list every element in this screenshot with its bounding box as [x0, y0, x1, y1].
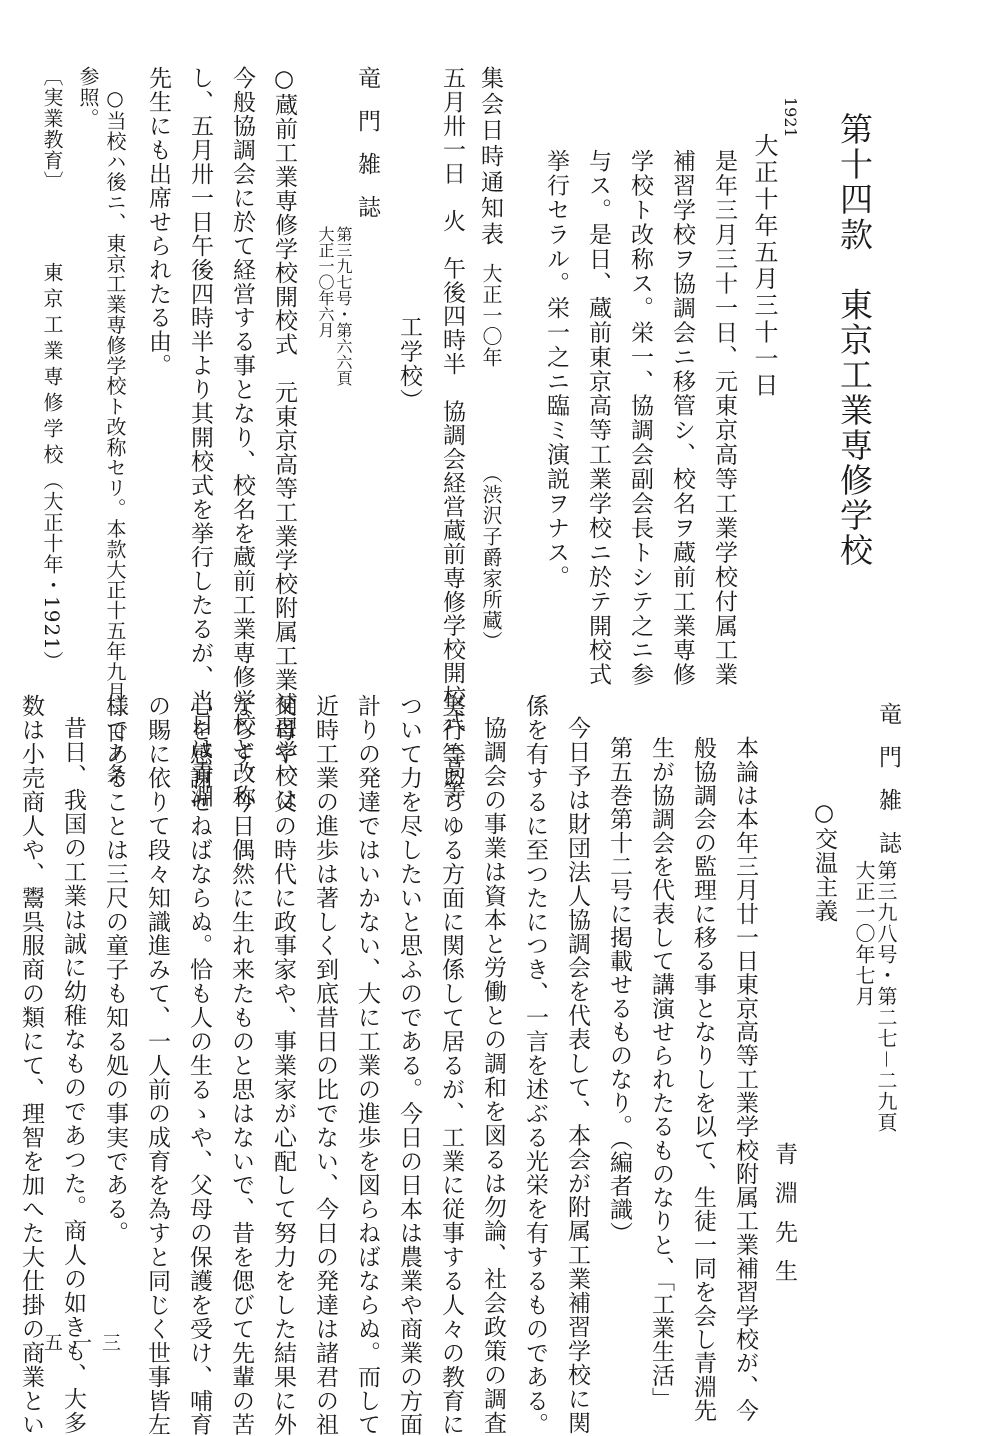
article-line-2: 今般協調会に於て経営する事となり、校名を蔵前工業専修学校と改称 [229, 66, 255, 809]
body-line-4: 実行等あらゆる方面に関係して居るが、工業に従事する人々の教育に [438, 694, 464, 1436]
article-line-3: し、五月卅一日午後四時半より其開校式を挙行したるが、当日は青淵 [187, 66, 213, 809]
paragraph-line-3: 学校ト改称ス。栄一、協調会副会長トシテ之ニ参 [627, 149, 653, 687]
body-line-10: 心を感謝せねばならぬ。恰も人の生るゝや、父母の保護を受け、哺育 [186, 694, 212, 1436]
body-line-7: 近時工業の進歩は著しく到底昔日の比でない、今日の発達は諸君の祖 [312, 694, 338, 1436]
body-line-8: 父母や、父の時代に政事家や、事業家が心配して努力をした結果に外 [270, 694, 296, 1436]
body-line-2: 係を有するに至つたにつき、一言を述ぶる光栄を有するものである。 [522, 694, 548, 1436]
body-line-3: 協調会の事業は資本と労働との調和を図るは勿論、社会政策の調査 [480, 716, 506, 1435]
footer-school: 東京工業専修学校 [40, 262, 64, 470]
magazine-issue-date: 大正一〇年六月 [316, 226, 335, 338]
visible-su: 数は小売商人や、鬻呉服商の類にて、理智を加へた大仕掛の商業とい [18, 694, 44, 1436]
notice-entry: 五月卅一日 火 午後四時半 協調会経営蔵前専修学校開校式（高等 [439, 66, 465, 804]
paragraph-line-2: 補習学校ヲ協調会ニ移管シ、校名ヲ蔵前工業専修 [669, 149, 695, 687]
body-line-6: 計りの発達ではいかない、大に工業の進歩を図らねばならぬ。而して [354, 694, 380, 1436]
bottom-issue-date: 大正一〇年七月 [852, 860, 876, 1007]
author-name: 青淵先生 [771, 1142, 797, 1298]
visible-sama: 様であることは三尺の童子も知る処の事実である。 [102, 694, 128, 1245]
intro-line-3: 生が協調会を代表して講演せられたるものなりと、「工業生活」 [648, 736, 674, 1411]
footer-year: （大正十年・1921） [40, 470, 64, 672]
magazine-issue-number: 第三九七号・第六六頁 [334, 226, 353, 386]
note-line-1: ○当校ハ後ニ、東京工業専修学校ト改称セリ。本款大正十五年九月一日ノ条 [103, 86, 127, 784]
page-number: 五一三 [44, 1332, 132, 1354]
notice-entry-continued: 工学校） [396, 315, 422, 413]
note-line-2-visible: 参照。 [76, 66, 100, 129]
section-title: ○交温主義 [811, 800, 837, 923]
magazine-name: 竜門雑誌 [354, 66, 380, 238]
body-line-9: ならず、今日偶然に生れ来たものと思はないで、昔を偲びて先輩の苦 [228, 694, 254, 1436]
paragraph-line-4: 与ス。是日、蔵前東京高等工業学校ニ於テ開校式 [585, 149, 611, 687]
footer-category: 〔実業教育〕 [40, 66, 64, 192]
intro-line-4: 第五巻第十二号に掲載せるものなり。（編者識） [606, 736, 632, 1245]
date-line: 大正十年五月三十一日 [750, 133, 778, 399]
bottom-issue-number: 第三九八号・第二七－二九頁 [874, 860, 898, 1133]
bottom-magazine-name: 竜門雑誌 [875, 702, 901, 874]
body-line-1: 今日予は財団法人協調会を代表して、本会が附属工業補習学校に関 [564, 716, 590, 1435]
intro-line-1: 本論は本年三月廿一日東京高等工業学校附属工業補習学校が、今 [732, 736, 758, 1422]
visible-sekijitsu: 昔日、我国の工業は誠に幼稚なものであつた。商人の如きも、大多 [60, 716, 86, 1435]
body-line-11: の賜に依りて段々知識進みて、一人前の成育を為すと同じく世事皆左 [144, 694, 170, 1436]
article-line-4: 先生にも出席せられたる由。 [145, 66, 171, 378]
notice-title: 集会日時通知表 [477, 66, 503, 248]
intro-line-2: 般協調会の監理に移る事となりしを以て、生徒一同を会し青淵先 [690, 736, 716, 1422]
body-line-5: ついて力を尽したいと思ふのである。今日の日本は農業や商業の方面 [396, 694, 422, 1436]
paragraph-line-5: 挙行セラル。栄一之ニ臨ミ演説ヲナス。 [543, 149, 569, 590]
paragraph-line-1: 是年三月三十一日、元東京高等工業学校付属工業 [711, 149, 737, 687]
year-arabic: 1921 [781, 97, 800, 138]
section-heading: 第十四款 東京工業専修学校 [835, 112, 874, 569]
article-line-1: ○蔵前工業専修学校開校式 元東京高等工業学校附属工業補習学校は [271, 66, 297, 812]
notice-source: （渋沢子爵家所蔵） [479, 463, 503, 652]
notice-year: 大正一〇年 [479, 263, 503, 368]
